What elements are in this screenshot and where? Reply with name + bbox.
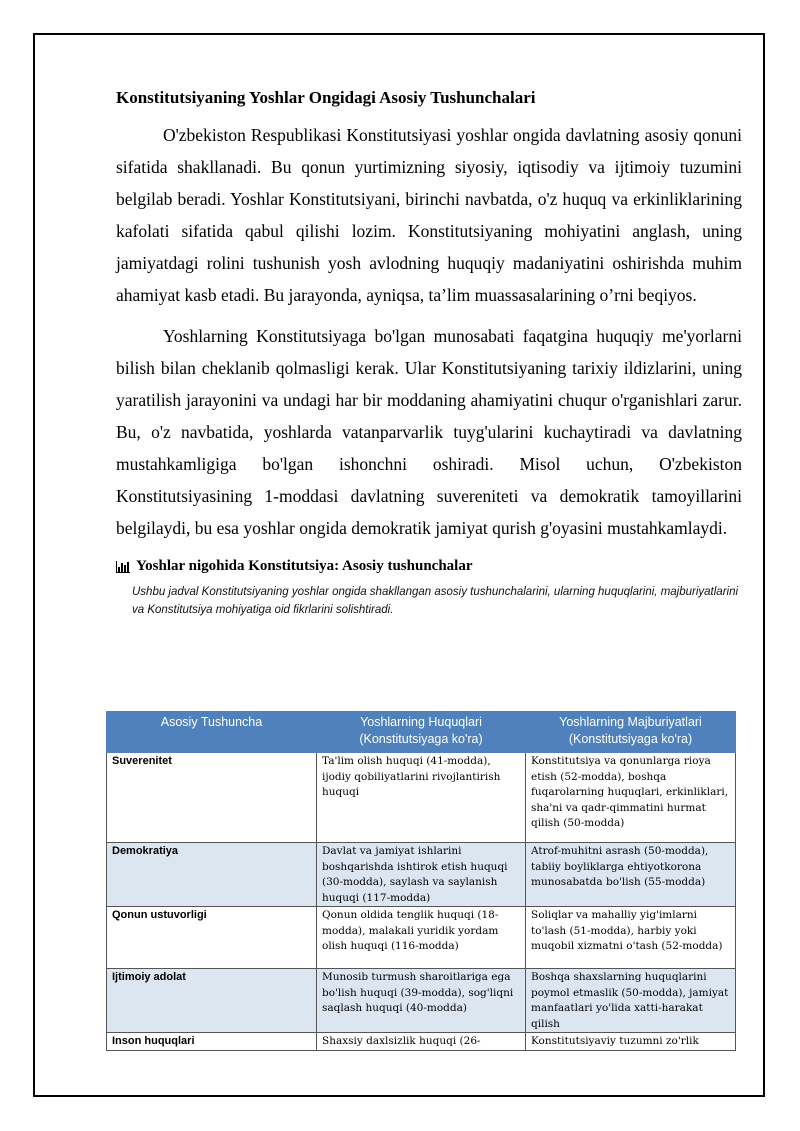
duties-cell: Atrof-muhitni asrash (50-modda), tabiiy boyliklarga ehtiyotkorona munosabatda bo'lish (55-modda) bbox=[526, 843, 736, 907]
duties-cell: Konstitutsiyaviy tuzumni zo'rlik bbox=[526, 1033, 736, 1051]
duties-cell: Konstitutsiya va qonunlarga rioya etish (52-modda), boshqa fuqarolarning huquqlari, erkinliklari, sha'ni va qadr-qimmatini hurmat qilish (50-modda) bbox=[526, 753, 736, 843]
table-row bbox=[107, 969, 736, 1033]
table-header-row bbox=[107, 712, 736, 753]
concept-cell: Qonun ustuvorligi bbox=[107, 907, 317, 969]
header-rights: Yoshlarning Huquqlari (Konstitutsiyaga ko'ra) bbox=[317, 712, 526, 753]
duties-cell: Soliqlar va mahalliy yig'imlarni to'lash (51-modda), harbiy yoki muqobil xizmatni o'tash (52-modda) bbox=[526, 907, 736, 969]
header-concept: Asosiy Tushuncha bbox=[107, 712, 317, 753]
concept-cell: Inson huquqlari bbox=[107, 1033, 317, 1051]
document-body bbox=[116, 86, 742, 619]
header-duties: Yoshlarning Majburiyatlari (Konstitutsiyaga ko'ra) bbox=[526, 712, 736, 753]
table-row bbox=[107, 753, 736, 843]
duties-cell: Boshqa shaxslarning huquqlarini poymol etmaslik (50-modda), jamiyat manfaatlari yo'lida xatti-harakat qilish bbox=[526, 969, 736, 1033]
rights-cell: Davlat va jamiyat ishlarini boshqarishda ishtirok etish huquqi (30-modda), saylash va saylanish huquqi (117-modda) bbox=[317, 843, 526, 907]
concept-cell: Ijtimoiy adolat bbox=[107, 969, 317, 1033]
table-row bbox=[107, 1033, 736, 1051]
paragraph-1: O'zbekiston Respublikasi Konstitutsiyasi yoshlar ongida davlatning asosiy qonuni sifatida shakllanadi. Bu qonun yurtimizning siyosiy, iqtisodiy va ijtimoiy tuzumini belgilab beradi. Yoshlar Konstitutsiyani, birinchi navbatda, o'z huquq va erkinliklarining kafolati sifatida qabul qilishi lozim. Konstitutsiyaning mohiyatini anglash, uning jamiyatdagi rolini tushunish yosh avlodning huquqiy madaniyatini oshirishda muhim ahamiyat kasb etadi. Bu jarayonda, ayniqsa, ta’lim muassasalarining o’rni beqiyos. bbox=[116, 125, 742, 305]
table-row bbox=[107, 843, 736, 907]
table-title: Yoshlar nigohida Konstitutsiya: Asosiy tushunchalar bbox=[136, 558, 473, 574]
rights-cell: Shaxsiy daxlsizlik huquqi (26- bbox=[317, 1033, 526, 1051]
table-caption: Ushbu jadval Konstitutsiyaning yoshlar ongida shakllangan asosiy tushunchalarini, ularning huquqlarini, majburiyatlarini va Konstitutsiya mohiyatiga oid fikrlarini solishtiradi. bbox=[132, 586, 739, 616]
concept-cell: Demokratiya bbox=[107, 843, 317, 907]
paragraph-2: Yoshlarning Konstitutsiyaga bo'lgan munosabati faqatgina huquqiy me'yorlarni bilish bilan cheklanib qolmasligi kerak. Ular Konstitutsiyaning tarixiy ildizlarini, uning yaratilish jarayonini va undagi har bir moddaning ahamiyatini chuqur o'rganishlari zarur. Bu, o'z navbatida, yoshlarda vatanparvarlik tuyg'ularini kuchaytiradi va davlatning mustahkamligiga bo'lgan ishonchni oshiradi. Misol uchun, O'zbekiston Konstitutsiyasining 1-moddasi davlatning suvereniteti va demokratik tamoyillarini belgilaydi, bu esa yoshlar ongida demokratik jamiyat qurish g'oyasini mustahkamlaydi. bbox=[116, 326, 742, 538]
rights-cell: Qonun oldida tenglik huquqi (18-modda), malakali yuridik yordam olish huquqi (116-modda) bbox=[317, 907, 526, 969]
document-title: Konstitutsiyaning Yoshlar Ongidagi Asosiy Tushunchalari bbox=[116, 88, 536, 107]
concepts-table bbox=[106, 711, 736, 1051]
table-heading bbox=[116, 558, 742, 575]
bar-chart-icon bbox=[116, 561, 130, 573]
rights-cell: Ta'lim olish huquqi (41-modda), ijodiy qobiliyatlarini rivojlantirish huquqi bbox=[317, 753, 526, 843]
table-row bbox=[107, 907, 736, 969]
rights-cell: Munosib turmush sharoitlariga ega bo'lish huquqi (39-modda), sog'liqni saqlash huquqi (40-modda) bbox=[317, 969, 526, 1033]
concept-cell: Suverenitet bbox=[107, 753, 317, 843]
